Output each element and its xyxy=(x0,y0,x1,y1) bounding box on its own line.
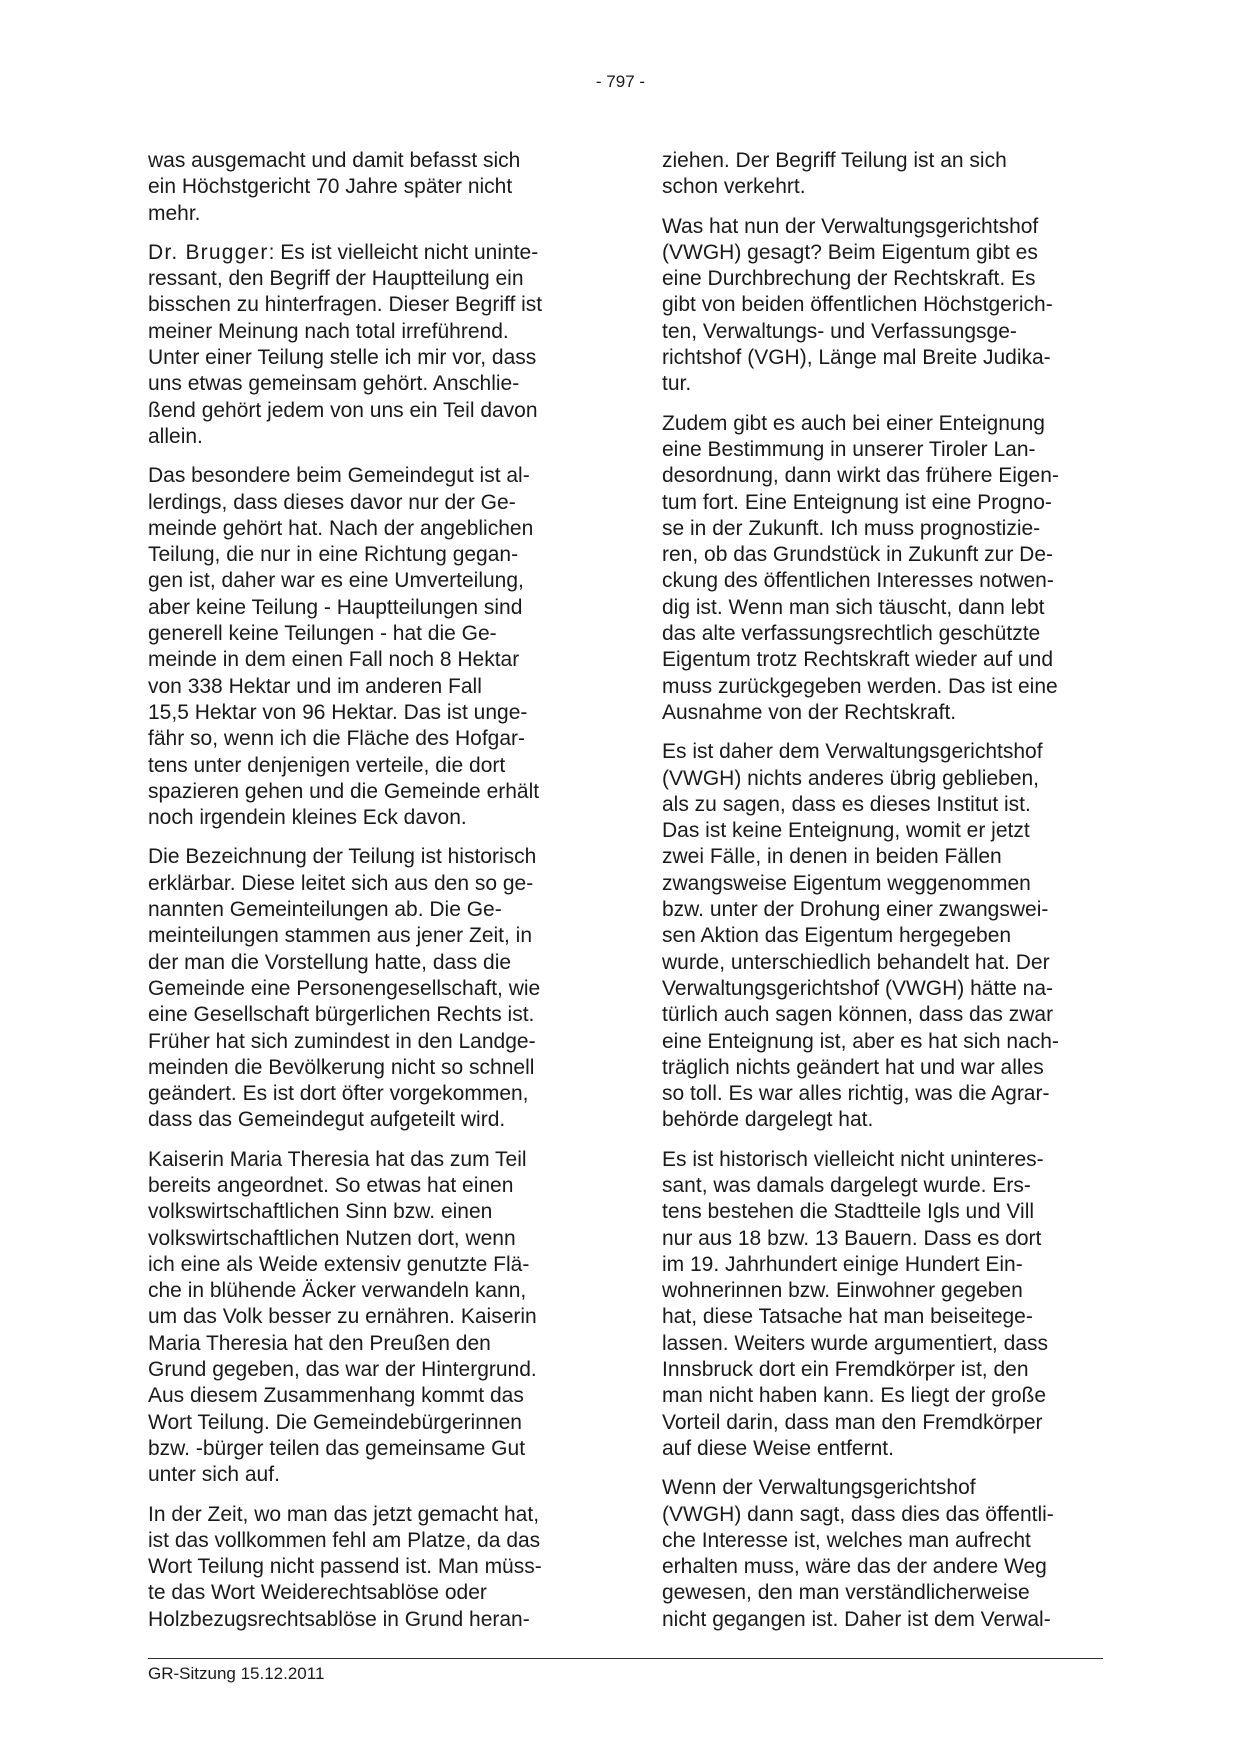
paragraph: Zudem gibt es auch bei einer Enteignung eine Bestimmung in unserer Tiroler Lan- desordnung, dann wirkt das frühere Eigen- tum fort. Eine Enteignung ist eine Progno- se in der Zukunft. Ich muss prognostizie- ren, ob das Grundstück in Zukunft zur De- ckung des öffentlichen Interesses notwen- dig ist. Wenn man sich täuscht, dann lebt das alte verfassungsrechtlich geschützte Eigentum trotz Rechtskraft wieder auf und muss zurückgegeben werden. Das ist eine Ausnahme von der Rechtskraft. xyxy=(662,411,1059,724)
speaker-name: Dr. Brugger xyxy=(148,240,269,264)
paragraph: Es ist historisch vielleicht nicht uninteres- sant, was damals dargelegt wurde. Ers- tens bestehen die Stadtteile Igls und Vill nur aus 18 bzw. 13 Bauern. Dass es dort im 19. Jahrhundert einige Hundert Ein- wohnerinnen bzw. Einwohner gegeben hat, diese Tatsache hat man beiseitege- lassen. Weiters wurde argumentiert, dass Innsbruck dort ein Fremdkörper ist, den man nicht haben kann. Es liegt der große Vorteil darin, dass man den Fremdkörper auf diese Weise entfernt. xyxy=(662,1147,1048,1460)
paragraph: was ausgemacht und damit befasst sich ein Höchstgericht 70 Jahre später nicht mehr. xyxy=(148,149,521,225)
page-number: - 797 - xyxy=(595,72,646,91)
paragraph: In der Zeit, wo man das jetzt gemacht hat, ist das vollkommen fehl am Platze, da das Wort Teilung nicht passend ist. Man müss- te das Wort Weiderechtsablöse oder Holzbezugsrechtsablöse in Grund heran- xyxy=(148,1502,542,1631)
footer-divider xyxy=(148,1658,1103,1659)
right-column xyxy=(662,148,1102,1646)
footer-text: GR-Sitzung 15.12.2011 xyxy=(148,1664,325,1683)
left-column xyxy=(148,148,588,1646)
paragraph: Es ist daher dem Verwaltungsgerichtshof (VWGH) nichts anderes übrig geblieben, als zu sagen, dass es dieses Institut ist. Das ist keine Enteignung, womit er jetzt zwei Fälle, in denen in beiden Fällen zwangsweise Eigentum weggenommen bzw. unter der Drohung einer zwangswei- sen Aktion das Eigentum hergegeben wurde, unterschiedlich behandelt hat. Der Verwaltungsgerichtshof (VWGH) hätte na- türlich auch sagen können, dass das zwar eine Enteignung ist, aber es hat sich nach- träglich nichts geändert hat und war alles so toll. Es war alles richtig, was die Agrar- behörde dargelegt hat. xyxy=(662,740,1059,1132)
paragraph: Was hat nun der Verwaltungsgerichtshof (VWGH) gesagt? Beim Eigentum gibt es eine Durchbrechung der Rechtskraft. Es gibt von beiden öffentlichen Höchstgerich- ten, Verwaltungs- und Verfassungsge- richtshof (VGH), Länge mal Breite Judika- tur. xyxy=(662,214,1053,396)
speaker-text: : Es ist vielleicht nicht uninte- ressant, den Begriff der Hauptteilung ein bisschen zu hinterfragen. Dieser Begriff ist meiner Meinung nach total irreführend. Unter einer Teilung stelle ich mir vor, dass uns etwas gemeinsam gehört. Anschlie- ßend gehört jedem von uns ein Teil davon allein. xyxy=(148,240,543,448)
paragraph: Kaiserin Maria Theresia hat das zum Teil bereits angeordnet. So etwas hat einen volkswirtschaftlichen Sinn bzw. einen volkswirtschaftlichen Nutzen dort, wenn ich eine als Weide extensiv genutzte Flä- che in blühende Äcker verwandeln kann, um das Volk besser zu ernähren. Kaiserin Maria Theresia hat den Preußen den Grund gegeben, das war der Hintergrund. Aus diesem Zusammenhang kommt das Wort Teilung. Die Gemeindebürgerinnen bzw. -bürger teilen das gemeinsame Gut unter sich auf. xyxy=(148,1147,537,1487)
paragraph: Wenn der Verwaltungsgerichtshof (VWGH) dann sagt, dass dies das öffentli- che Interesse ist, welches man aufrecht erhalten muss, wäre das der andere Weg gewesen, den man verständlicherweise nicht gegangen ist. Daher ist dem Verwal- xyxy=(662,1476,1054,1631)
paragraph: ziehen. Der Begriff Teilung ist an sich schon verkehrt. xyxy=(662,149,1007,199)
paragraph: Das besondere beim Gemeindegut ist al- lerdings, dass dieses davor nur der Ge- meinde gehört hat. Nach der angeblichen Teilung, die nur in eine Richtung gegan- gen ist, daher war es eine Umverteilung, aber keine Teilung - Hauptteilungen sind generell keine Teilungen - hat die Ge- meinde in dem einen Fall noch 8 Hektar von 338 Hektar und im anderen Fall 15,5 Hektar von 96 Hektar. Das ist unge- fähr so, wenn ich die Fläche des Hofgar- tens unter denjenigen verteile, die dort spazieren gehen und die Gemeinde erhält noch irgendein kleines Eck davon. xyxy=(148,464,540,830)
paragraph: Die Bezeichnung der Teilung ist historisch erklärbar. Diese leitet sich aus den so ge- nannten Gemeinteilungen ab. Die Ge- meinteilungen stammen aus jener Zeit, in der man die Vorstellung hatte, dass die Gemeinde eine Personengesellschaft, wie eine Gesellschaft bürgerlichen Rechts ist. Früher hat sich zumindest in den Landge- meinden die Bevölkerung nicht so schnell geändert. Es ist dort öfter vorgekommen, dass das Gemeindegut aufgeteilt wird. xyxy=(148,845,541,1132)
speaker-paragraph xyxy=(148,240,588,450)
